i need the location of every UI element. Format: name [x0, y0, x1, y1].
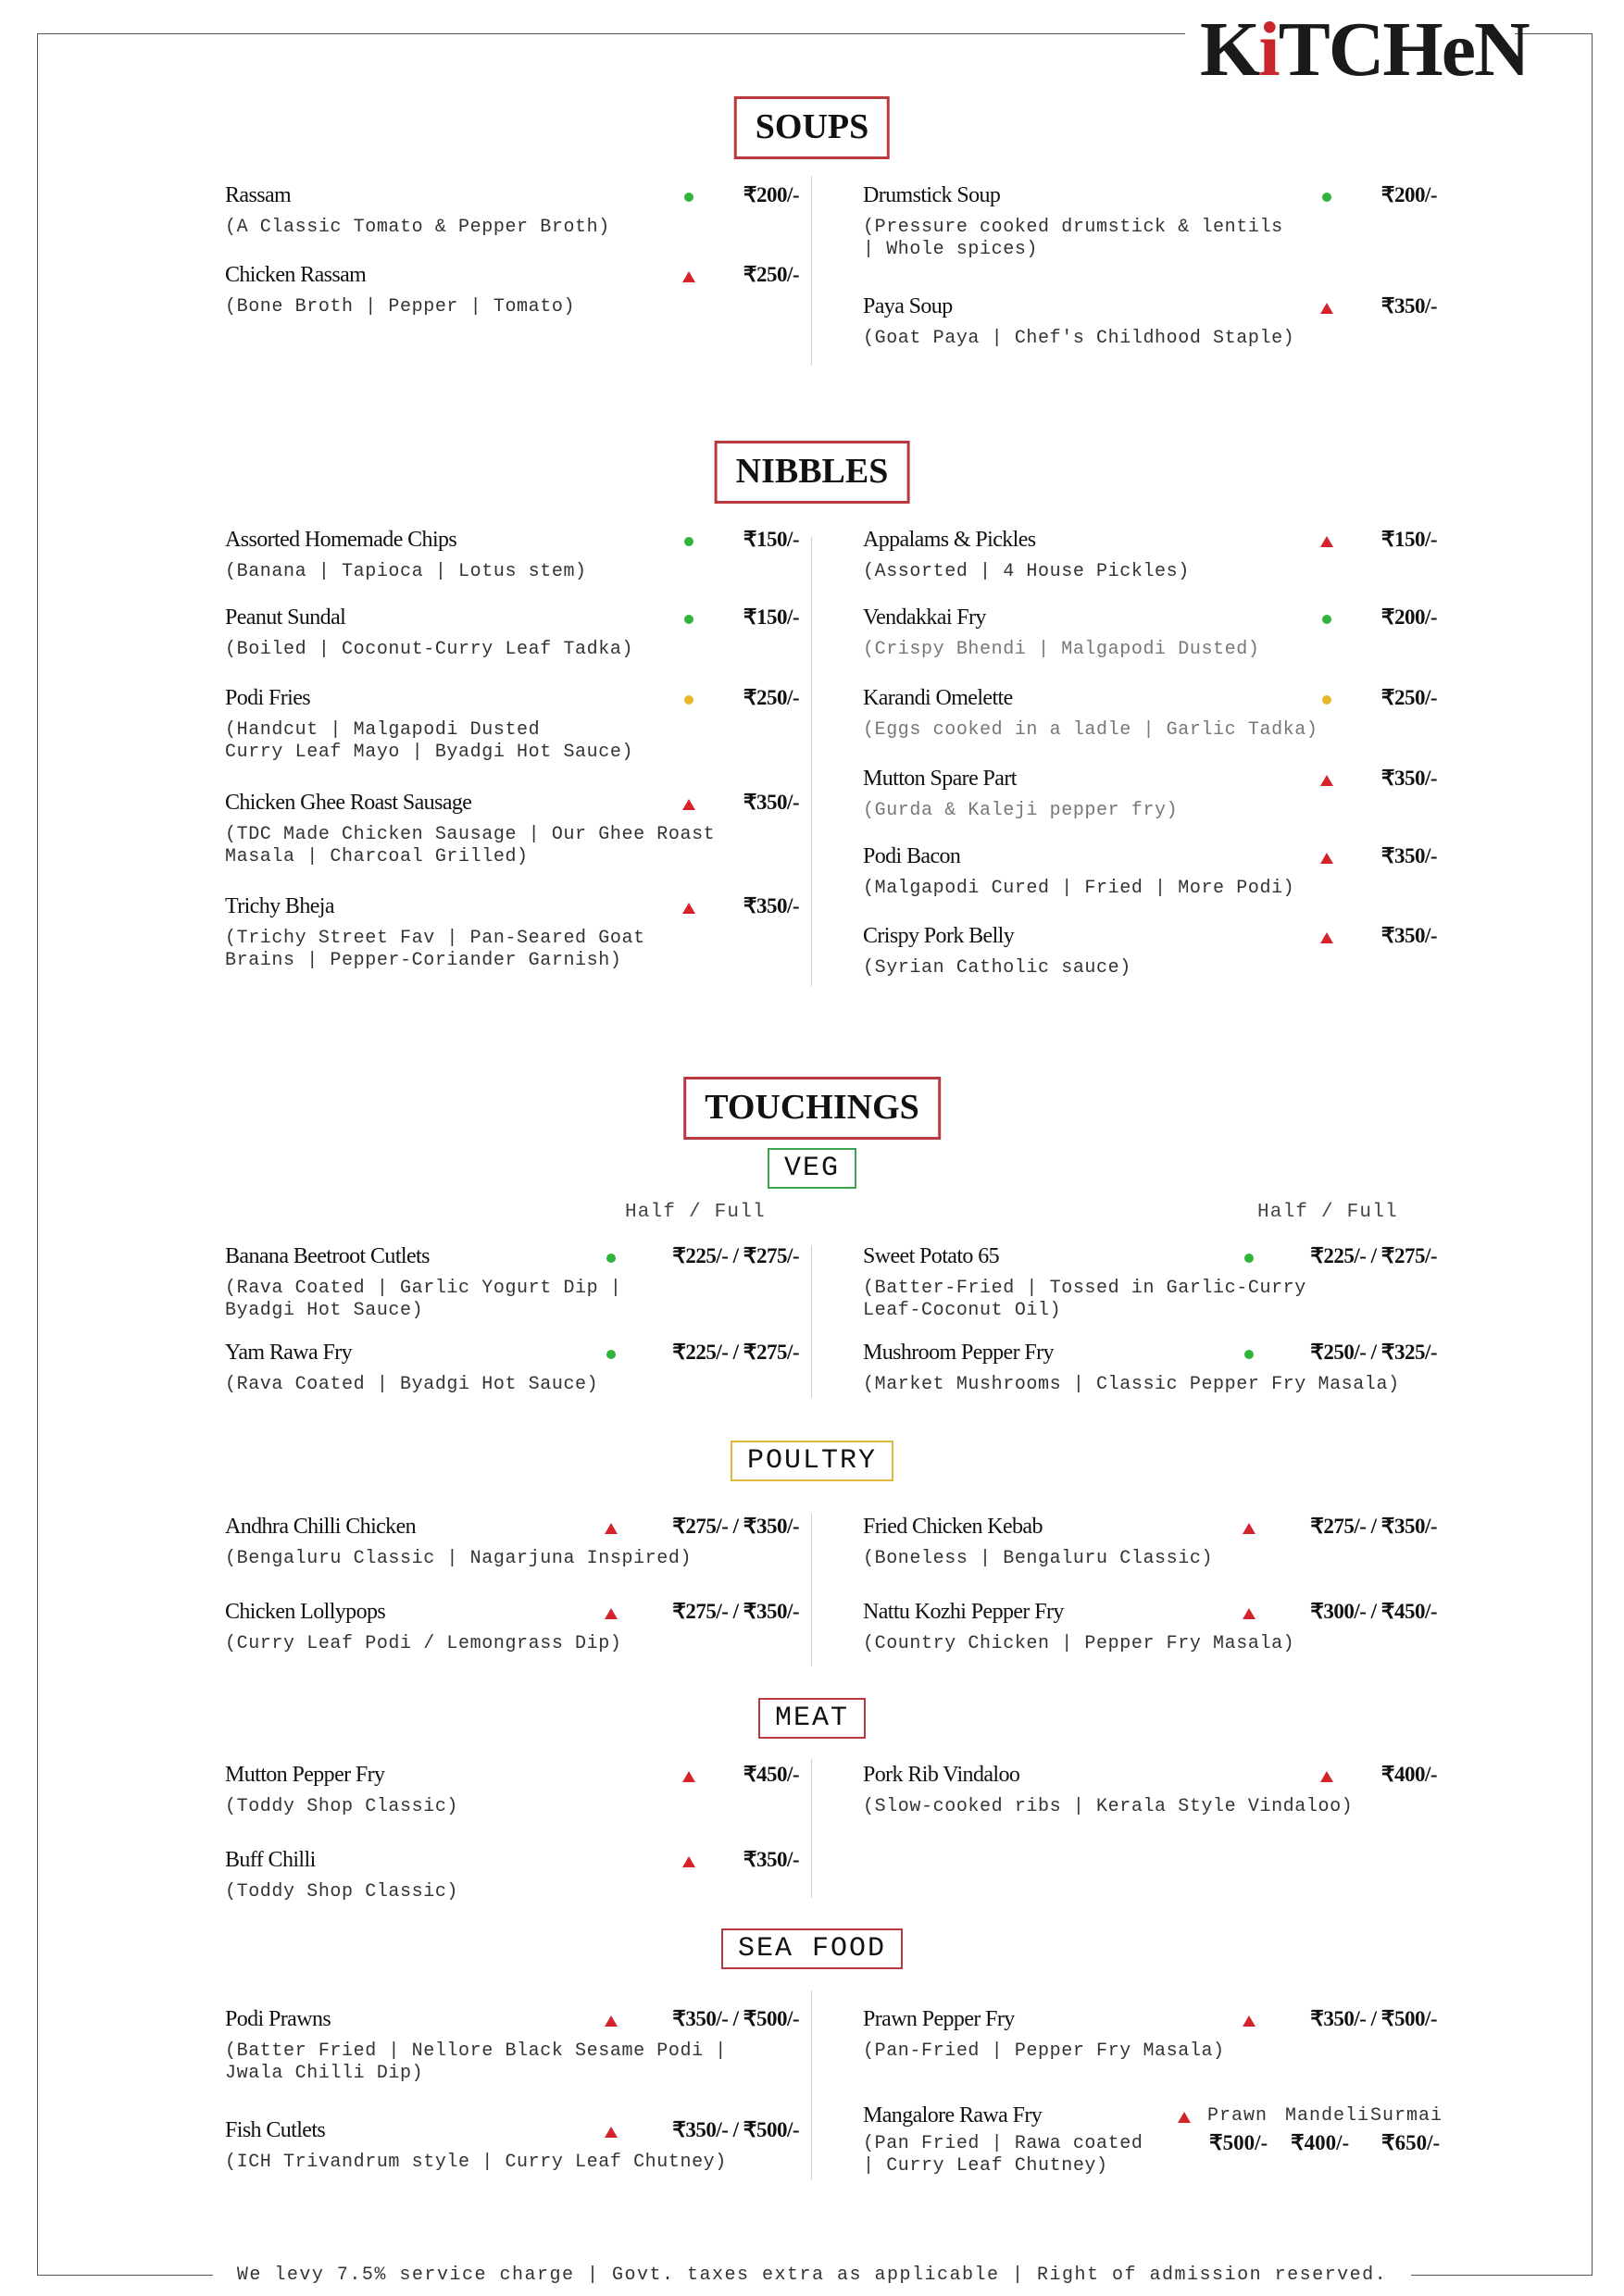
- menu-item: [225, 263, 799, 318]
- menu-item: [863, 1341, 1437, 1396]
- menu-item-header: [225, 1341, 799, 1372]
- menu-item-price: ₹250/-: [1380, 686, 1437, 709]
- menu-item-price: ₹350/- / ₹500/-: [672, 2007, 799, 2030]
- menu-item-description: (Toddy Shop Classic): [225, 1796, 459, 1817]
- menu-item-description: (Market Mushrooms | Classic Pepper Fry Masala): [863, 1374, 1400, 1395]
- menu-item-name: Crispy Pork Belly: [863, 924, 1015, 948]
- menu-item-description: (Slow-cooked ribs | Kerala Style Vindaloo): [863, 1796, 1354, 1817]
- fish-variety-price: ₹650/-: [1381, 2131, 1441, 2154]
- menu-item: [863, 1244, 1437, 1322]
- non-veg-marker-icon: [1320, 1771, 1333, 1782]
- menu-item-description: (ICH Trivandrum style | Curry Leaf Chutney): [225, 2152, 727, 2173]
- menu-item: [225, 1515, 799, 1570]
- menu-item: [863, 1515, 1437, 1570]
- menu-item-header: [863, 1244, 1437, 1276]
- menu-item-header: [863, 1515, 1437, 1546]
- non-veg-marker-icon: [1320, 303, 1333, 314]
- section-title-touchings: TOUCHINGS: [683, 1077, 941, 1140]
- menu-item-price: ₹225/- / ₹275/-: [672, 1341, 799, 1364]
- menu-item-description: (Batter-Fried | Tossed in Garlic-Curry Leaf-Coconut Oil): [863, 1278, 1306, 1321]
- divider-veg: [811, 1245, 812, 1398]
- non-veg-marker-icon: [605, 2127, 618, 2138]
- menu-item-price: ₹275/- / ₹350/-: [672, 1600, 799, 1623]
- non-veg-marker-icon: [1320, 775, 1333, 786]
- veg-marker-icon: [684, 193, 693, 202]
- menu-item-header: [225, 1244, 799, 1276]
- menu-item-name: Karandi Omelette: [863, 686, 1013, 710]
- menu-item-name: Mutton Pepper Fry: [225, 1763, 385, 1787]
- menu-item: [225, 2118, 799, 2174]
- menu-item-header: [863, 1763, 1437, 1794]
- section-title-soups: SOUPS: [734, 96, 890, 159]
- menu-item-header: [225, 2007, 799, 2039]
- subsection-title-veg: VEG: [768, 1148, 856, 1189]
- menu-item-name: Prawn Pepper Fry: [863, 2007, 1015, 2031]
- menu-item-name: Rassam: [225, 183, 292, 207]
- menu-item-price: ₹150/-: [1380, 528, 1437, 551]
- fish-variety-label: Mandeli: [1285, 2105, 1370, 2127]
- menu-item-description: (Gurda & Kaleji pepper fry): [863, 800, 1179, 821]
- menu-item-name: Podi Prawns: [225, 2007, 331, 2031]
- menu-item-header: [863, 183, 1437, 215]
- menu-item-name: Vendakkai Fry: [863, 605, 986, 630]
- divider-seafood: [811, 1990, 812, 2180]
- menu-item-header: [225, 183, 799, 215]
- menu-item: [863, 2007, 1437, 2063]
- menu-item-price: ₹200/-: [1380, 183, 1437, 206]
- non-veg-marker-icon: [1320, 932, 1333, 943]
- menu-item-header: [863, 1341, 1437, 1372]
- menu-item-description: (Bengaluru Classic | Nagarjuna Inspired): [225, 1548, 693, 1569]
- menu-item: [863, 686, 1437, 742]
- menu-item-description: (Malgapodi Cured | Fried | More Podi): [863, 878, 1295, 899]
- subsection-title-seafood: SEA FOOD: [721, 1928, 903, 1969]
- menu-item-price: ₹350/-: [743, 791, 799, 814]
- menu-item-description: (Eggs cooked in a ladle | Garlic Tadka): [863, 719, 1318, 741]
- menu-item-description: (TDC Made Chicken Sausage | Our Ghee Roast Masala | Charcoal Grilled): [225, 824, 716, 867]
- menu-item: [863, 605, 1437, 661]
- menu-item-price: ₹225/- / ₹275/-: [672, 1244, 799, 1267]
- menu-item: [225, 1848, 799, 1903]
- menu-item-description: (Curry Leaf Podi / Lemongrass Dip): [225, 1633, 622, 1654]
- menu-item: [225, 1763, 799, 1818]
- menu-item: [225, 1341, 799, 1396]
- menu-item: [225, 1244, 799, 1322]
- veg-marker-icon: [1322, 193, 1331, 202]
- menu-item-header: [863, 2103, 1443, 2154]
- half-full-header-right: Half / Full: [1257, 1202, 1398, 1223]
- menu-item-header: [863, 294, 1437, 326]
- menu-item-name: Buff Chilli: [225, 1848, 316, 1872]
- menu-item-name: Fish Cutlets: [225, 2118, 326, 2142]
- non-veg-marker-icon: [1178, 2112, 1191, 2123]
- fish-variety-label: Prawn: [1207, 2105, 1268, 2127]
- menu-item-header: [225, 686, 799, 718]
- menu-item-description: (Bone Broth | Pepper | Tomato): [225, 296, 576, 318]
- menu-item-description: (Batter Fried | Nellore Black Sesame Podi | Jwala Chilli Dip): [225, 2040, 727, 2084]
- menu-item-description: (Goat Paya | Chef's Childhood Staple): [863, 328, 1295, 349]
- menu-item-price: ₹350/- / ₹500/-: [1310, 2007, 1437, 2030]
- non-veg-marker-icon: [682, 799, 695, 810]
- non-veg-marker-icon: [605, 2015, 618, 2027]
- menu-item-name: Appalams & Pickles: [863, 528, 1036, 552]
- menu-item-price: ₹350/- / ₹500/-: [672, 2118, 799, 2141]
- menu-item-name: Sweet Potato 65: [863, 1244, 999, 1268]
- subsection-title-meat: MEAT: [758, 1698, 866, 1739]
- footer-note: We levy 7.5% service charge | Govt. taxes extra as applicable | Right of admission reserved.: [236, 2265, 1388, 2286]
- egg-marker-icon: [1322, 695, 1331, 705]
- non-veg-marker-icon: [1320, 853, 1333, 864]
- menu-item-description: (Rava Coated | Byadgi Hot Sauce): [225, 1374, 599, 1395]
- veg-marker-icon: [606, 1254, 616, 1263]
- veg-marker-icon: [1322, 615, 1331, 624]
- menu-item-name: Chicken Rassam: [225, 263, 367, 287]
- egg-marker-icon: [684, 695, 693, 705]
- non-veg-marker-icon: [682, 903, 695, 914]
- menu-item: [863, 924, 1437, 980]
- menu-item-header: [225, 894, 799, 926]
- menu-item: [863, 294, 1437, 350]
- menu-item-header: [863, 924, 1437, 955]
- menu-item-header: [863, 767, 1437, 798]
- menu-item: [225, 2007, 799, 2085]
- fish-variety-label: Surmai: [1370, 2105, 1443, 2127]
- menu-item-name: Banana Beetroot Cutlets: [225, 1244, 430, 1268]
- menu-item-header: [225, 1848, 799, 1879]
- menu-item-name: Fried Chicken Kebab: [863, 1515, 1043, 1539]
- menu-item-header: [863, 605, 1437, 637]
- menu-item: [225, 1600, 799, 1655]
- menu-item-header: [863, 2007, 1437, 2039]
- veg-marker-icon: [606, 1350, 616, 1359]
- non-veg-marker-icon: [1243, 2015, 1255, 2027]
- menu-item-price: ₹350/-: [1380, 844, 1437, 867]
- non-veg-marker-icon: [1243, 1523, 1255, 1534]
- menu-item-price: ₹250/-: [743, 686, 799, 709]
- menu-item-name: Yam Rawa Fry: [225, 1341, 353, 1365]
- menu-item-description: (Boneless | Bengaluru Classic): [863, 1548, 1214, 1569]
- divider-nibbles: [811, 537, 812, 986]
- menu-item: [863, 183, 1437, 261]
- veg-marker-icon: [1244, 1350, 1254, 1359]
- menu-item: [225, 791, 799, 868]
- menu-item-price: ₹250/- / ₹325/-: [1310, 1341, 1437, 1364]
- menu-item-name: Mushroom Pepper Fry: [863, 1341, 1054, 1365]
- menu-item: [863, 1600, 1437, 1655]
- menu-item-price: ₹150/-: [743, 528, 799, 551]
- menu-item-price: ₹275/- / ₹350/-: [1310, 1515, 1437, 1538]
- menu-item-description: (Rava Coated | Garlic Yogurt Dip | Byadgi Hot Sauce): [225, 1278, 622, 1321]
- menu-item-header: [225, 2118, 799, 2150]
- menu-item-description: (Pressure cooked drumstick & lentils | Whole spices): [863, 217, 1283, 260]
- menu-item-description: (Toddy Shop Classic): [225, 1881, 459, 1903]
- menu-item: [863, 1763, 1437, 1818]
- divider-meat: [811, 1759, 812, 1898]
- menu-item-header: [225, 1600, 799, 1631]
- menu-item: [863, 528, 1437, 583]
- divider-soups: [811, 176, 812, 366]
- menu-item-price: ₹450/-: [743, 1763, 799, 1786]
- menu-item-header: [225, 1515, 799, 1546]
- menu-item-description: (Assorted | 4 House Pickles): [863, 561, 1190, 582]
- menu-item-description: (A Classic Tomato & Pepper Broth): [225, 217, 610, 238]
- menu-item-price: ₹350/-: [1380, 924, 1437, 947]
- section-title-nibbles: NIBBLES: [715, 441, 910, 504]
- menu-item-name: Podi Fries: [225, 686, 311, 710]
- menu-item-header: [225, 528, 799, 559]
- menu-item-name: Chicken Lollypops: [225, 1600, 386, 1624]
- menu-item-price: ₹250/-: [743, 263, 799, 286]
- menu-item-name: Assorted Homemade Chips: [225, 528, 457, 552]
- menu-item-description: (Banana | Tapioca | Lotus stem): [225, 561, 587, 582]
- half-full-header-left: Half / Full: [625, 1202, 766, 1223]
- brand-logo: KiTCHeN: [1200, 6, 1529, 93]
- menu-item-description: (Pan Fried | Rawa coated | Curry Leaf Chutney): [863, 2133, 1143, 2177]
- non-veg-marker-icon: [682, 1771, 695, 1782]
- menu-item-name: Peanut Sundal: [225, 605, 346, 630]
- fish-variety-price: ₹500/-: [1209, 2131, 1268, 2154]
- menu-item-description: (Syrian Catholic sauce): [863, 957, 1131, 979]
- non-veg-marker-icon: [682, 271, 695, 282]
- menu-item: [225, 686, 799, 764]
- menu-item-name: Mangalore Rawa Fry: [863, 2103, 1043, 2128]
- menu-item-header: [863, 1600, 1437, 1631]
- menu-item-name: Andhra Chilli Chicken: [225, 1515, 417, 1539]
- menu-item-name: Nattu Kozhi Pepper Fry: [863, 1600, 1064, 1624]
- menu-item-header: [225, 791, 799, 822]
- menu-item-header: [225, 1763, 799, 1794]
- menu-item-price: ₹350/-: [743, 894, 799, 917]
- menu-item-name: Pork Rib Vindaloo: [863, 1763, 1020, 1787]
- menu-item: [863, 844, 1437, 900]
- menu-item-price: ₹350/-: [1380, 294, 1437, 318]
- menu-item: [225, 183, 799, 239]
- divider-poultry: [811, 1514, 812, 1666]
- menu-item-header: [225, 605, 799, 637]
- menu-item-price: ₹350/-: [1380, 767, 1437, 790]
- menu-item: [225, 894, 799, 972]
- veg-marker-icon: [1244, 1254, 1254, 1263]
- menu-item: [863, 767, 1437, 822]
- non-veg-marker-icon: [1243, 1608, 1255, 1619]
- menu-item-name: Trichy Bheja: [225, 894, 334, 918]
- menu-item-description: (Trichy Street Fav | Pan-Seared Goat Brains | Pepper-Coriander Garnish): [225, 928, 645, 971]
- menu-item-name: Chicken Ghee Roast Sausage: [225, 791, 472, 815]
- menu-item-price: ₹400/-: [1380, 1763, 1437, 1786]
- menu-item: [225, 605, 799, 661]
- menu-item-price: ₹300/- / ₹450/-: [1310, 1600, 1437, 1623]
- menu-item-header: [863, 844, 1437, 876]
- non-veg-marker-icon: [605, 1608, 618, 1619]
- menu-item-price: ₹350/-: [743, 1848, 799, 1871]
- menu-item-header: [225, 263, 799, 294]
- menu-item-description: (Pan-Fried | Pepper Fry Masala): [863, 2040, 1225, 2062]
- menu-item: [225, 528, 799, 583]
- menu-item-price: ₹200/-: [1380, 605, 1437, 629]
- menu-item-name: Podi Bacon: [863, 844, 961, 868]
- menu-item-header: [863, 528, 1437, 559]
- menu-item-price: ₹150/-: [743, 605, 799, 629]
- menu-item-name: Mutton Spare Part: [863, 767, 1017, 791]
- menu-item-price: ₹200/-: [743, 183, 799, 206]
- veg-marker-icon: [684, 615, 693, 624]
- subsection-title-poultry: POULTRY: [731, 1441, 893, 1481]
- menu-item-price: ₹275/- / ₹350/-: [672, 1515, 799, 1538]
- menu-item-header: [863, 686, 1437, 718]
- non-veg-marker-icon: [1320, 536, 1333, 547]
- menu-item-price: ₹225/- / ₹275/-: [1310, 1244, 1437, 1267]
- menu-item-description: (Handcut | Malgapodi Dusted Curry Leaf Mayo | Byadgi Hot Sauce): [225, 719, 634, 763]
- non-veg-marker-icon: [682, 1856, 695, 1867]
- menu-item-description: (Crispy Bhendi | Malgapodi Dusted): [863, 639, 1260, 660]
- veg-marker-icon: [684, 537, 693, 546]
- non-veg-marker-icon: [605, 1523, 618, 1534]
- menu-item-description: (Country Chicken | Pepper Fry Masala): [863, 1633, 1295, 1654]
- menu-item: [863, 2103, 1443, 2177]
- menu-item-description: (Boiled | Coconut-Curry Leaf Tadka): [225, 639, 634, 660]
- menu-item-name: Drumstick Soup: [863, 183, 1001, 207]
- fish-variety-price: ₹400/-: [1291, 2131, 1350, 2154]
- menu-item-name: Paya Soup: [863, 294, 953, 318]
